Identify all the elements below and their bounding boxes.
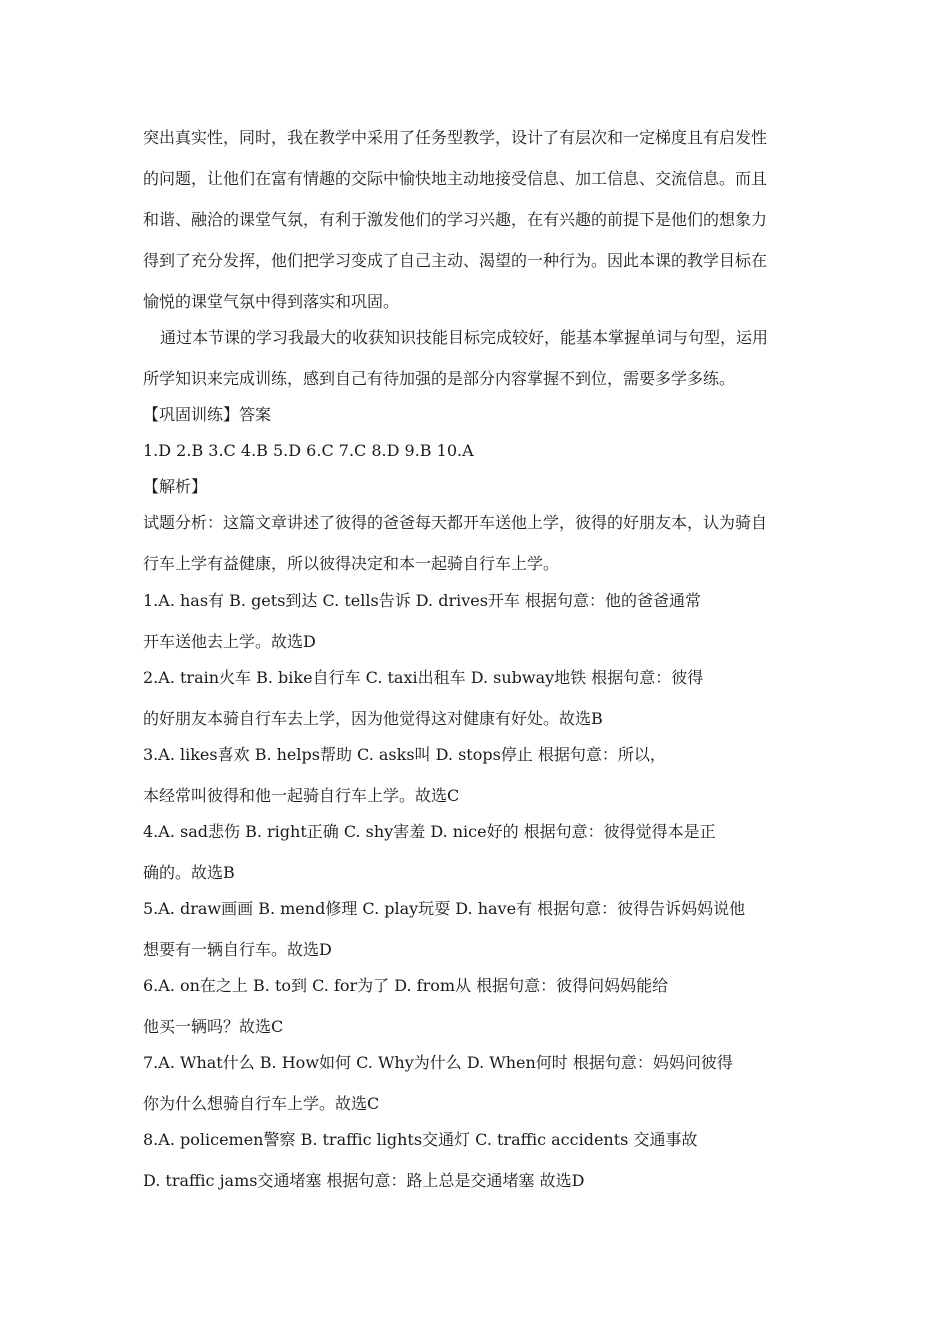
paragraph-line: 所学知识来完成训练，感到自己有待加强的是部分内容掌握不到位，需要多学多练。 [143, 369, 736, 388]
answer-key: 1.D 2.B 3.C 4.B 5.D 6.C 7.C 8.D 9.B 10.A [143, 441, 474, 460]
question-explanation: D. traffic jams交通堵塞 根据句意：路上总是交通堵塞 故选D [143, 1171, 585, 1190]
paragraph-line: 突出真实性，同时，我在教学中采用了任务型教学，设计了有层次和一定梯度且有启发性 [143, 128, 768, 147]
question-explanation: 6.A. on在之上 B. to到 C. for为了 D. from从 根据句意：彼得问妈妈能给 [143, 976, 669, 995]
question-explanation: 4.A. sad悲伤 B. right正确 C. shy害羞 D. nice好的 根据句意：彼得觉得本是正 [143, 822, 716, 841]
question-explanation: 的好朋友本骑自行车去上学，因为他觉得这对健康有好处。故选B [143, 709, 603, 728]
analysis-line: 行车上学有益健康，所以彼得决定和本一起骑自行车上学。 [143, 554, 560, 573]
paragraph-line: 愉悦的课堂气氛中得到落实和巩固。 [143, 292, 400, 311]
question-explanation: 2.A. train火车 B. bike自行车 C. taxi出租车 D. subway地铁 根据句意：彼得 [143, 668, 704, 687]
section-heading: 【巩固训练】答案 [143, 405, 272, 424]
question-explanation: 3.A. likes喜欢 B. helps帮助 C. asks叫 D. stops停止 根据句意：所以， [143, 745, 666, 764]
paragraph-line: 通过本节课的学习我最大的收获知识技能目标完成较好，能基本掌握单词与句型，运用 [160, 328, 769, 347]
question-explanation: 他买一辆吗？故选C [143, 1017, 284, 1036]
question-explanation: 开车送他去上学。故选D [143, 632, 316, 651]
question-explanation: 8.A. policemen警察 B. traffic lights交通灯 C. traffic accidents 交通事故 [143, 1130, 698, 1149]
question-explanation: 1.A. has有 B. gets到达 C. tells告诉 D. drives开车 根据句意：他的爸爸通常 [143, 591, 702, 610]
paragraph-line: 和谐、融洽的课堂气氛，有利于激发他们的学习兴趣，在有兴趣的前提下是他们的想象力 [143, 210, 768, 229]
question-explanation: 想要有一辆自行车。故选D [143, 940, 332, 959]
section-heading: 【解析】 [143, 477, 208, 496]
paragraph-line: 的问题，让他们在富有情趣的交际中愉快地主动地接受信息、加工信息、交流信息。而且 [143, 169, 768, 188]
analysis-line: 试题分析：这篇文章讲述了彼得的爸爸每天都开车送他上学，彼得的好朋友本，认为骑自 [143, 513, 768, 532]
question-explanation: 5.A. draw画画 B. mend修理 C. play玩耍 D. have有 根据句意：彼得告诉妈妈说他 [143, 899, 746, 918]
question-explanation: 确的。故选B [143, 863, 235, 882]
question-explanation: 7.A. What什么 B. How如何 C. Why为什么 D. When何时 根据句意：妈妈问彼得 [143, 1053, 733, 1072]
question-explanation: 本经常叫彼得和他一起骑自行车上学。故选C [143, 786, 460, 805]
paragraph-line: 得到了充分发挥，他们把学习变成了自己主动、渴望的一种行为。因此本课的教学目标在 [143, 251, 768, 270]
question-explanation: 你为什么想骑自行车上学。故选C [143, 1094, 380, 1113]
